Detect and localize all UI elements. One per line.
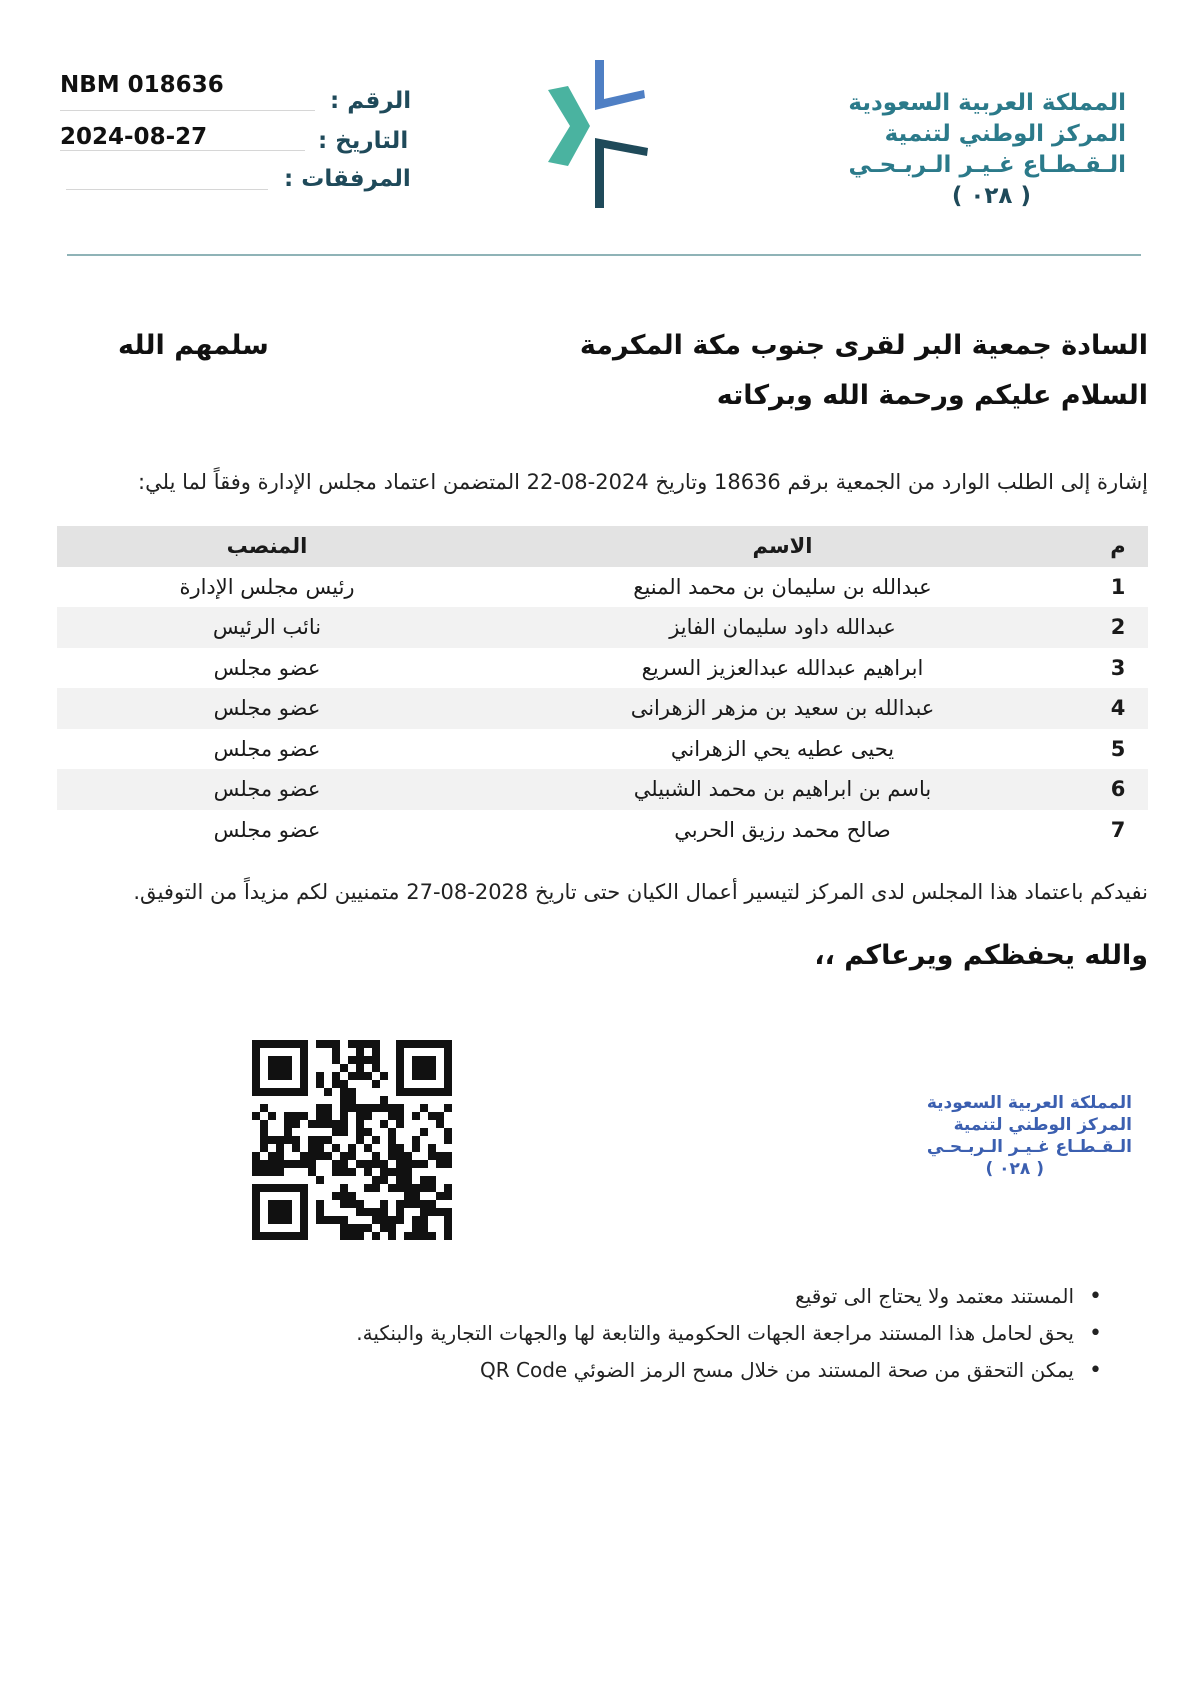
- document-notes: [356, 1278, 1102, 1389]
- stamp-number: ( ٠٢٨ ): [985, 1159, 1044, 1179]
- row-index: 3: [1110, 655, 1126, 680]
- table-row: [57, 607, 1148, 648]
- salutation-end: سلمهم الله: [118, 330, 269, 361]
- greeting: السلام عليكم ورحمة الله وبركاته: [716, 380, 1148, 411]
- member-name: صالح محمد رزيق الحربي: [674, 817, 891, 842]
- member-role: عضو مجلس: [213, 777, 321, 802]
- attachments-label: المرفقات :: [284, 166, 411, 192]
- organization-stamp: [902, 1092, 1132, 1180]
- attachments-underline: [66, 189, 268, 190]
- stamp-line1: المملكة العربية السعودية: [926, 1093, 1132, 1113]
- closing-paragraph: نفيدكم باعتماد هذا المجلس لدى المركز لتيسير أعمال الكيان حتى تاريخ 2028-08-27 متمنيين لكم مزيداً من التوفيق.: [133, 880, 1148, 904]
- reference-number: NBM 018636: [60, 72, 224, 98]
- logo-blue-stroke: [595, 60, 645, 110]
- logo-green-chevron: [548, 86, 590, 166]
- stamp-line3: الـقـطـاع غـيـر الـربـحـي: [926, 1137, 1132, 1157]
- member-name: ابراهيم عبدالله عبدالعزيز السريع: [641, 655, 924, 680]
- member-role: عضو مجلس: [213, 696, 321, 721]
- row-index: 7: [1110, 817, 1126, 842]
- table-row: [57, 648, 1148, 689]
- table-header-row: [57, 526, 1148, 567]
- number-label: الرقم :: [330, 88, 412, 114]
- member-role: نائب الرئيس: [212, 615, 322, 640]
- member-role: رئيس مجلس الإدارة: [179, 574, 355, 599]
- row-index: 4: [1110, 696, 1126, 721]
- header-divider: [67, 254, 1141, 256]
- date-label: التاريخ :: [318, 128, 409, 154]
- intro-paragraph: إشارة إلى الطلب الوارد من الجمعية برقم 18636 وتاريخ 2024-08-22 المتضمن اعتماد مجلس الإدارة وفقاً لما يلي:: [138, 470, 1148, 494]
- table-row: [57, 729, 1148, 770]
- ncnp-logo-mark: [540, 56, 655, 211]
- member-name: باسم بن ابراهيم بن محمد الشبيلي: [633, 777, 932, 802]
- qr-code-icon[interactable]: [252, 1040, 452, 1240]
- note-item: • المستند معتمد ولا يحتاج الى توقيع: [356, 1278, 1102, 1315]
- row-index: 6: [1110, 777, 1126, 802]
- member-name: يحيى عطيه يحي الزهراني: [670, 736, 895, 761]
- table-row: [57, 688, 1148, 729]
- note-item: • يحق لحامل هذا المستند مراجعة الجهات الحكومية والتابعة لها والجهات التجارية والبنكية.: [356, 1315, 1102, 1352]
- org-name-line2: المركز الوطني لتنمية: [884, 121, 1126, 147]
- document-date: 2024-08-27: [60, 124, 208, 150]
- org-name-line1: المملكة العربية السعودية: [848, 90, 1126, 116]
- member-role: عضو مجلس: [213, 736, 321, 761]
- board-members-table: [57, 526, 1148, 850]
- organization-name: [806, 88, 1126, 212]
- header-role: المنصب: [226, 534, 308, 559]
- org-number: ( ٠٢٨ ): [951, 183, 1031, 209]
- header-name: الاسم: [752, 534, 813, 559]
- member-role: عضو مجلس: [213, 655, 321, 680]
- row-index: 1: [1110, 574, 1126, 599]
- member-name: عبدالله داود سليمان الفايز: [669, 615, 896, 640]
- note-item: • يمكن التحقق من صحة المستند من خلال مسح الرمز الضوئي QR Code: [356, 1352, 1102, 1389]
- logo-teal-stroke: [595, 138, 648, 208]
- org-name-line3: الـقـطـاع غـيـر الـربـحـي: [848, 152, 1126, 178]
- date-underline: [60, 150, 305, 151]
- member-role: عضو مجلس: [213, 817, 321, 842]
- reference-number-underline: [60, 110, 315, 111]
- member-name: عبدالله بن سعيد بن مزهر الزهرانى: [630, 696, 935, 721]
- stamp-line2: المركز الوطني لتنمية: [953, 1115, 1132, 1135]
- member-name: عبدالله بن سليمان بن محمد المنيع: [633, 574, 932, 599]
- row-index: 5: [1110, 736, 1126, 761]
- table-row: [57, 567, 1148, 608]
- farewell: والله يحفظكم ويرعاكم ،،: [814, 940, 1148, 971]
- table-row: [57, 769, 1148, 810]
- table-row: [57, 810, 1148, 851]
- row-index: 2: [1110, 615, 1126, 640]
- header-index: م: [1110, 534, 1126, 559]
- addressee: السادة جمعية البر لقرى جنوب مكة المكرمة: [579, 330, 1148, 361]
